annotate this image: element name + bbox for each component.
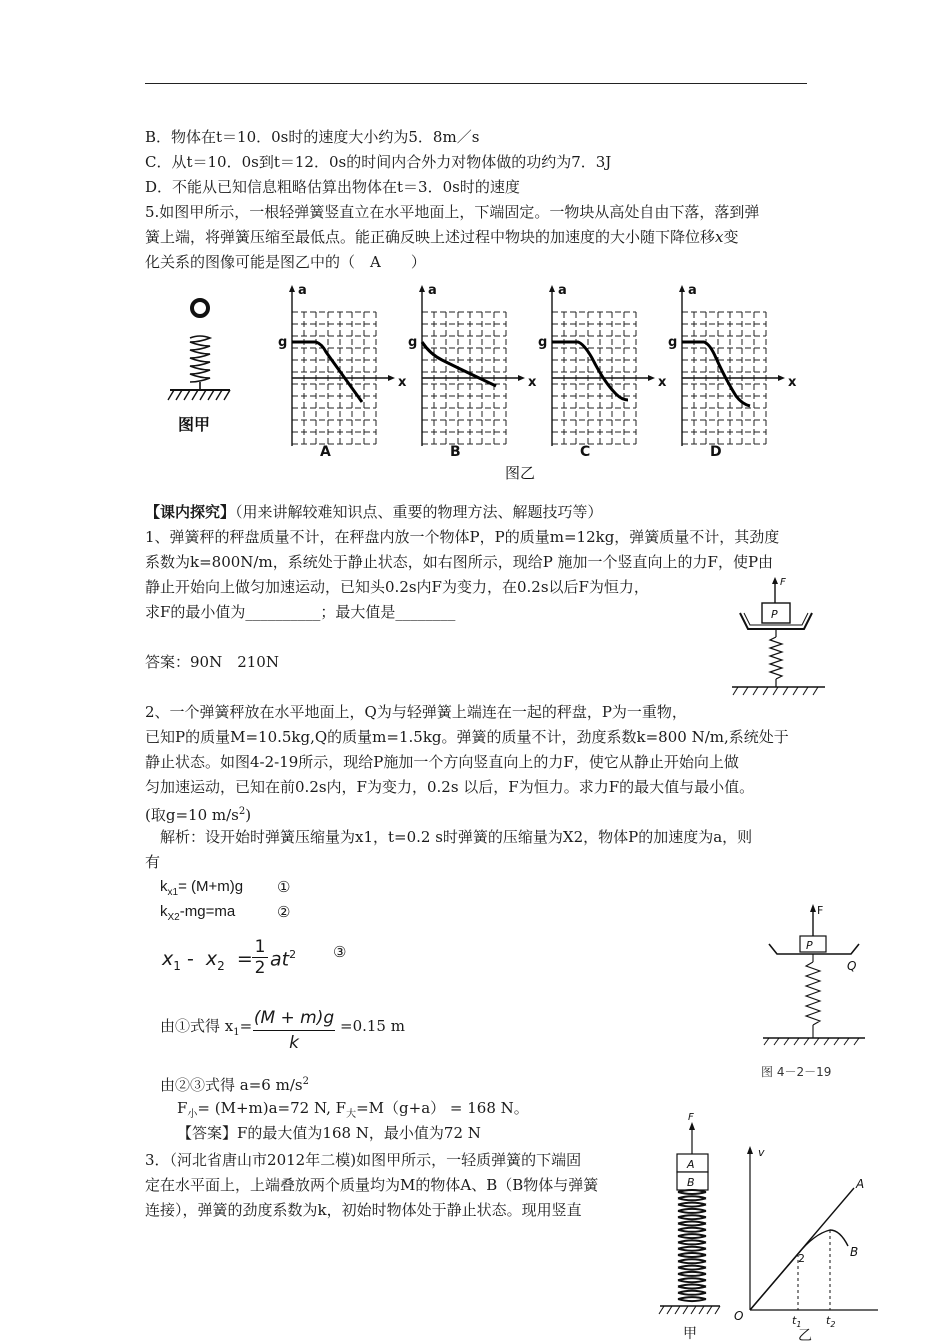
t1-label: $t_1$	[792, 1314, 802, 1329]
equation-2-number: ②	[277, 903, 291, 921]
axis-a-label: a	[688, 283, 697, 298]
equation-3-left: $x_1 - x_2$ =	[162, 948, 253, 973]
axis-x-label: x	[528, 375, 537, 390]
v-axis-label: v	[758, 1146, 765, 1159]
line-a-label: A	[856, 1177, 865, 1191]
axis-x-label: x	[788, 375, 797, 390]
fig-jia-label: 甲	[683, 1326, 697, 1342]
x-axis-arrow	[778, 375, 785, 381]
graph-a	[278, 283, 407, 460]
ball-icon	[192, 300, 208, 316]
p2-analysis: 解析：设开始时弹簧压缩量为x1，t=0.2 s时弹簧的压缩量为X2，物体P的加速度为a，则	[160, 828, 753, 846]
p3-figure-jia	[650, 1108, 730, 1344]
block-p	[800, 936, 826, 952]
fig-yi-label: 乙	[798, 1328, 812, 1344]
graph-b	[408, 283, 537, 460]
option-label: D	[710, 444, 722, 460]
p1-line3: 静止开始向上做匀加速运动，已知头0.2s内F为变力，在0.2s以后F为恒力，	[145, 578, 649, 596]
p2-answer: 【答案】F的最大值为168 N，最小值为72 N	[177, 1124, 481, 1142]
x-axis-arrow	[518, 375, 525, 381]
block-p-label: P	[806, 939, 813, 952]
spring-icon	[678, 1190, 706, 1301]
a-axis-arrow	[549, 285, 555, 292]
p1-line4: 求F的最小值为__________；最大值是________	[145, 603, 456, 621]
q5-line1: 5.如图甲所示，一根轻弹簧竖直立在水平地面上，下端固定。一物块从高处自由下落，落到弹	[145, 203, 760, 221]
graph-d	[668, 283, 797, 460]
a-axis-arrow	[679, 285, 685, 292]
p1-line1: 1、弹簧秤的秤盘质量不计，在秤盘内放一个物体P，P的质量m=12kg，弹簧质量不计，其劲度	[145, 528, 780, 546]
marker-2: 2	[798, 1252, 805, 1265]
a-axis-arrow	[419, 285, 425, 292]
p3-line2: 定在水平面上，上端叠放两个质量均为M的物体A、B（B物体与弹簧	[145, 1176, 599, 1194]
x-axis-arrow	[648, 375, 655, 381]
equation-1-number: ①	[277, 878, 291, 896]
option-label: A	[320, 444, 331, 460]
option-label: C	[580, 444, 591, 460]
spring-icon	[190, 336, 210, 390]
equation-3-number: ③	[333, 943, 347, 961]
equation-3-fraction: 1 2	[252, 937, 268, 978]
block-a-label: A	[687, 1158, 695, 1171]
ground-hatch	[764, 1038, 859, 1045]
force-label: F	[817, 904, 824, 917]
axis-g-label: g	[538, 335, 548, 350]
graph-c	[538, 283, 667, 460]
t2-label: $t_2$	[826, 1314, 836, 1329]
acceleration-curve	[422, 342, 496, 386]
acceleration-curve	[552, 342, 628, 400]
curve-b	[750, 1230, 848, 1310]
p1-answer: 答案：90N 210N	[145, 653, 279, 671]
p3-line3: 连接），弹簧的劲度系数为k，初始时物体处于静止状态。现用竖直	[145, 1201, 582, 1219]
solution-step-1-fraction: (M + m)g k	[253, 1008, 335, 1053]
x-axis-arrow	[388, 375, 395, 381]
ground-hatch	[168, 390, 230, 400]
p2-line3: 静止状态。如图4-2-19所示，现给P施加一个方向竖直向上的力F，使它从静止开始向上做	[145, 753, 739, 771]
force-results: $F_小= (M+m)a=72$ N, $F_大=M(g+a) = 168$ N。	[177, 1099, 529, 1120]
p2-line2: 已知P的质量M=10.5kg,Q的质量m=1.5kg。弹簧的质量不计，劲度系数k=800 N/m,系统处于	[145, 728, 789, 746]
option-label: B	[450, 444, 461, 460]
header-rule	[145, 83, 807, 84]
q5-figure-yi	[270, 282, 797, 482]
block-p-label: P	[771, 608, 778, 621]
q5-line3: 化关系的图像可能是图乙中的（ A ）	[145, 253, 426, 271]
p2-line4: 匀加速运动，已知在前0.2s内，F为变力，0.2s 以后，F为恒力。求力F的最大值与最小值。	[145, 778, 755, 796]
q4-option-b: B．物体在t＝10．0s时的速度大小约为5．8m／s	[145, 128, 480, 146]
q4-option-c: C．从t＝10．0s到t＝12．0s的时间内合外力对物体做的功约为7．3J	[145, 153, 612, 171]
spring-icon	[806, 954, 820, 1038]
axis-a-label: a	[298, 283, 307, 298]
axis-g-label: g	[668, 335, 678, 350]
fig-yi-label: 图乙	[505, 464, 536, 482]
p2-figure	[755, 898, 875, 1088]
pan-q-label: Q	[847, 959, 857, 973]
axis-a-label: a	[558, 283, 567, 298]
axis-g-label: g	[408, 335, 418, 350]
solution-step-2: 由②③式得 a=6 $m/s^2$	[160, 1076, 309, 1094]
p1-line2: 系数为k=800N/m，系统处于静止状态，如右图所示，现给P 施加一个竖直向上的力F，使P由	[145, 553, 774, 571]
equation-1: $k_{x1}= (M+m)g$	[160, 878, 244, 898]
q5-figure-jia	[160, 290, 250, 440]
solution-step-1-value: =0.15 m	[340, 1017, 405, 1035]
p2-analysis-cont: 有	[145, 853, 161, 871]
spring-coil	[678, 1190, 706, 1301]
axis-x-label: x	[658, 375, 667, 390]
p3-figure-yi	[730, 1140, 880, 1344]
axis-x-label: x	[398, 375, 407, 390]
figure-caption: 图 4－2－19	[761, 1065, 832, 1079]
fig-jia-label: 图甲	[178, 415, 211, 434]
equation-2: $k_{X2}-mg=ma$	[160, 903, 236, 923]
q5-line2: 簧上端，将弹簧压缩至最低点。能正确反映上述过程中物块的加速度的大小随下降位移x变	[145, 228, 739, 246]
force-label: F	[780, 577, 786, 588]
axis-g-label: g	[278, 335, 288, 350]
p2-line1: 2、一个弹簧秤放在水平地面上，Q为与轻弹簧上端连在一起的秤盘，P为一重物，	[145, 703, 687, 721]
a-axis-arrow	[289, 285, 295, 292]
force-label: F	[688, 1112, 694, 1123]
q4-option-d: D．不能从已知信息粗略估算出物体在t＝3．0s时的速度	[145, 178, 520, 196]
origin-label: O	[734, 1309, 744, 1323]
p1-figure	[730, 575, 830, 705]
section-heading: 【课内探究】（用来讲解较难知识点、重要的物理方法、解题技巧等）	[145, 503, 603, 521]
p3-line1: 3．（河北省唐山市2012年二模)如图甲所示，一轻质弹簧的下端固	[145, 1151, 582, 1169]
p2-line5: (取g=10 $m/s^2$)	[145, 806, 252, 824]
block-b-label: B	[687, 1176, 695, 1189]
solution-step-1: 由①式得 $x_1=$	[160, 1017, 253, 1038]
axis-a-label: a	[428, 283, 437, 298]
spring-icon	[770, 629, 782, 687]
curve-b-label: B	[850, 1245, 859, 1259]
equation-3-right: $at^2$	[270, 948, 297, 971]
ground-hatch	[733, 687, 818, 695]
ground-hatch	[659, 1306, 720, 1314]
